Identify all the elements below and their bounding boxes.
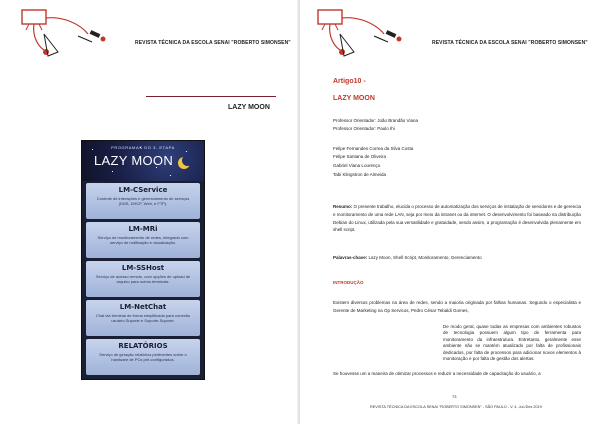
article-number: Artigo10 - bbox=[333, 78, 366, 85]
poster-title: LAZY MOON bbox=[94, 153, 174, 168]
journal-title: REVISTA TÉCNICA DA ESCOLA SENAI "ROBERTO SIMONSEN" bbox=[432, 40, 588, 46]
module-name: RELATÓRIOS bbox=[118, 342, 168, 350]
keywords-text: Lazy Moon, Shell Script, Monitoramento, Gerenciamento bbox=[368, 255, 482, 260]
abstract bbox=[333, 203, 581, 234]
author: Felipe Fernandes Correa da Silva Costa bbox=[333, 146, 414, 151]
right-page bbox=[300, 0, 600, 424]
module-box bbox=[86, 222, 200, 258]
keywords-label: Palavras-chave: bbox=[333, 255, 368, 260]
module-name: LM-MRi bbox=[128, 225, 158, 233]
module-box bbox=[86, 261, 200, 297]
module-description: Serviço de acesso remoto, com opções de upload de arquivo para outros terminais. bbox=[95, 274, 191, 284]
module-box bbox=[86, 339, 200, 375]
module-name: LM-CService bbox=[118, 186, 168, 194]
abstract-label: Resumo: bbox=[333, 204, 353, 209]
closing-paragraph: Se houvesse um a maneira de otimizar processos e reduzir a necessidade de capacitação do usuário, a bbox=[333, 371, 541, 376]
page-footer: REVISTA TÉCNICA DA ESCOLA SENAI "ROBERTO SIMONSEN" - SÃO PAULO - V. 4, Jul./Dez 2019 bbox=[370, 405, 542, 409]
moon-icon bbox=[178, 157, 190, 169]
senai-logo-icon bbox=[314, 6, 414, 64]
module-description: Chat via terminal de forma simplificada para conexão usuário-Suporte e Suporte-Suporte. bbox=[95, 313, 191, 323]
section-heading: LAZY MOON bbox=[228, 104, 270, 111]
intro-paragraph: Existem diversos problemas na área de redes, sendo a maioria originada por falhas humanas. Segundo o especialista e Gerente de Marketing na Op Servicos, Pedro César Tebaldi Gomes, bbox=[333, 300, 581, 313]
senai-logo-icon bbox=[18, 6, 118, 64]
article-title: LAZY MOON bbox=[333, 95, 375, 102]
module-name: LM-SSHost bbox=[121, 264, 165, 272]
advisor: Professor Orientador: Paulo Ihi bbox=[333, 126, 395, 131]
author: Tabi Klingstron de Almeida bbox=[333, 172, 387, 177]
block-quote: De modo geral, quase todas as empresas com ambientes robustos de tecnologia possuem algum tipo de ferramenta para monitoramento da infraestrutura. Entretanto, geralmente esse ambiente não se mantém atualizado por falta de profissionais dedicados, por falta de processos para adicionar novos elementos à monitoração e por falta de gestão dos alertas. bbox=[443, 324, 581, 362]
module-name: LM-NetChat bbox=[119, 303, 167, 311]
advisor: Professor Orientador: João Brandão Viana bbox=[333, 118, 418, 123]
intro-heading: INTRODUÇÃO bbox=[333, 280, 364, 285]
poster-header bbox=[82, 141, 204, 181]
abstract-text: O presente trabalho, elucida o processo de automatização dos serviços de instalação de servidores e de gerencia e monitoramento de uma rede LAN, seja por meio da intranet ou da internet. O desenvolvimento foi baseado na distribuição Debian do Linux, utilizada pela sua versatilidade e gratuidade, sendo assim, a programação é desenvolvida plenamente em shell script. bbox=[333, 204, 581, 233]
author: Felipe Santana de Oliveira bbox=[333, 154, 387, 159]
author: Gabriel Viana Lourenço bbox=[333, 163, 381, 168]
module-description: Serviço de monitoramento de redes, integrado com serviço de notificação e visualização. bbox=[97, 235, 189, 245]
keywords bbox=[333, 254, 581, 262]
module-box bbox=[86, 183, 200, 219]
divider bbox=[146, 96, 276, 97]
module-box bbox=[86, 300, 200, 336]
module-description: Controle de interações e gerenciamento de serviços (DNS, DHCP, Web, e FTP). bbox=[96, 196, 190, 206]
journal-title: REVISTA TÉCNICA DA ESCOLA SENAI "ROBERTO SIMONSEN" bbox=[135, 40, 291, 46]
lazy-moon-poster bbox=[81, 140, 205, 380]
poster-subtitle: PROGRAMAS DO 3. ETAPA bbox=[111, 145, 175, 150]
module-description: Serviço de geração relatórios pertinentes sobre o hardware de PCs pré-configurados. bbox=[99, 352, 187, 362]
page-number: 73 bbox=[452, 394, 457, 399]
